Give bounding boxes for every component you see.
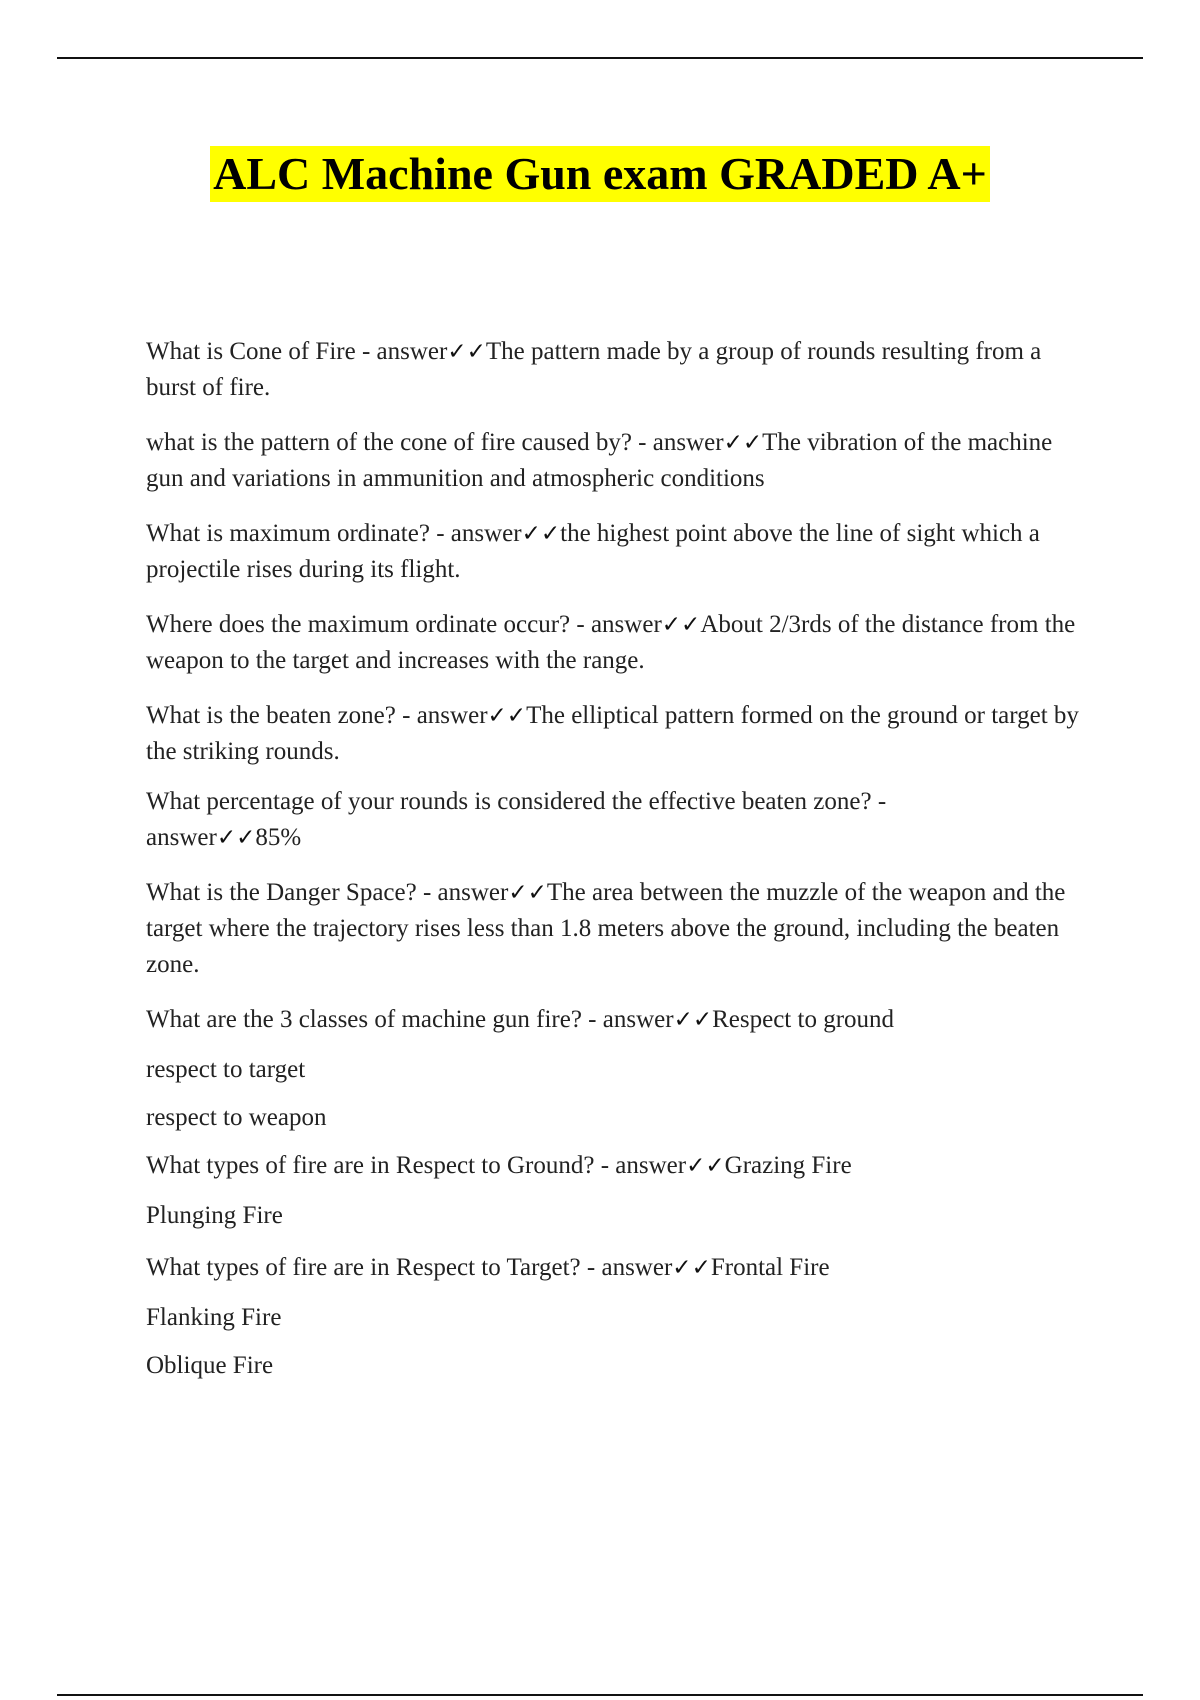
answer-separator: - answer — [570, 611, 662, 638]
answer-text: the highest point above the line of sight which a projectile rises during its flight. — [146, 520, 1040, 583]
qa-item-2 — [146, 425, 1086, 497]
answer-separator: - answer — [580, 1254, 673, 1281]
qa-item-9 — [146, 1148, 1086, 1184]
question-text: what is the pattern of the cone of fire caused by? — [146, 429, 632, 456]
answer-text: 85% — [255, 824, 302, 851]
qa-content — [146, 334, 1086, 1396]
question-text: What are the 3 classes of machine gun fire? — [146, 1006, 582, 1033]
double-check-icon: ✓✓ — [673, 1007, 713, 1033]
qa-item-1 — [146, 334, 1086, 406]
question-text: What is the beaten zone? — [146, 702, 396, 729]
qa-item-4 — [146, 607, 1086, 679]
answer-separator: - answer — [594, 1152, 687, 1179]
question-text: What is Cone of Fire — [146, 338, 356, 365]
answer-text: Frontal Fire — [710, 1254, 830, 1281]
qa-item-8 — [146, 1002, 1086, 1038]
double-check-icon: ✓✓ — [686, 1153, 725, 1179]
qa-item-3 — [146, 516, 1086, 588]
answer-separator: - answer — [416, 879, 509, 906]
answer-text: Grazing Fire — [724, 1152, 852, 1179]
answer-separator: - answer — [355, 338, 448, 365]
answer-text: The vibration of the machine gun and variations in ammunition and atmospheric conditions — [146, 429, 1053, 492]
answer-text: The elliptical pattern formed on the ground or target by the striking rounds. — [146, 702, 1079, 765]
qa-item-5 — [146, 698, 1086, 770]
double-check-icon: ✓✓ — [521, 521, 561, 547]
double-check-icon: ✓✓ — [508, 880, 547, 906]
answer-text: About 2/3rds of the distance from the weapon to the target and increases with the range. — [146, 611, 1076, 674]
answer-text: Respect to ground — [712, 1006, 895, 1033]
double-check-icon: ✓✓ — [447, 339, 486, 365]
double-check-icon: ✓✓ — [661, 612, 701, 638]
title-container — [0, 146, 1200, 202]
qa-item-10 — [146, 1250, 1086, 1286]
answer-label: answer — [146, 824, 217, 851]
answer-continuation: Flanking Fire — [146, 1304, 282, 1331]
bottom-rule — [57, 1694, 1143, 1696]
answer-continuation: Oblique Fire — [146, 1352, 274, 1379]
question-text: What percentage of your rounds is considered the effective beaten zone? - — [146, 788, 887, 815]
question-text: What types of fire are in Respect to Ground? — [146, 1152, 595, 1179]
answer-continuation: respect to target — [146, 1056, 306, 1083]
answer-separator: - answer — [581, 1006, 674, 1033]
qa-item-6 — [146, 784, 1086, 856]
double-check-icon: ✓✓ — [487, 703, 527, 729]
answer-separator: - answer — [429, 520, 522, 547]
answer-separator: - answer — [395, 702, 488, 729]
question-text: What types of fire are in Respect to Target? — [146, 1254, 581, 1281]
answer-separator: - answer — [631, 429, 724, 456]
answer-text: The area between the muzzle of the weapon and the target where the trajectory rises less than 1.8 meters above the ground, including the beaten zone. — [146, 879, 1066, 978]
double-check-icon: ✓✓ — [672, 1255, 711, 1281]
question-text: What is the Danger Space? — [146, 879, 417, 906]
document-title: ALC Machine Gun exam GRADED A+ — [210, 146, 990, 202]
qa-item-7 — [146, 875, 1086, 983]
answer-continuation: Plunging Fire — [146, 1202, 283, 1229]
top-rule — [57, 57, 1143, 59]
double-check-icon: ✓✓ — [723, 430, 763, 456]
double-check-icon: ✓✓ — [216, 825, 256, 851]
question-text: What is maximum ordinate? — [146, 520, 430, 547]
answer-continuation: respect to weapon — [146, 1104, 327, 1131]
answer-text: The pattern made by a group of rounds resulting from a burst of fire. — [146, 338, 1042, 401]
question-text: Where does the maximum ordinate occur? — [146, 611, 571, 638]
